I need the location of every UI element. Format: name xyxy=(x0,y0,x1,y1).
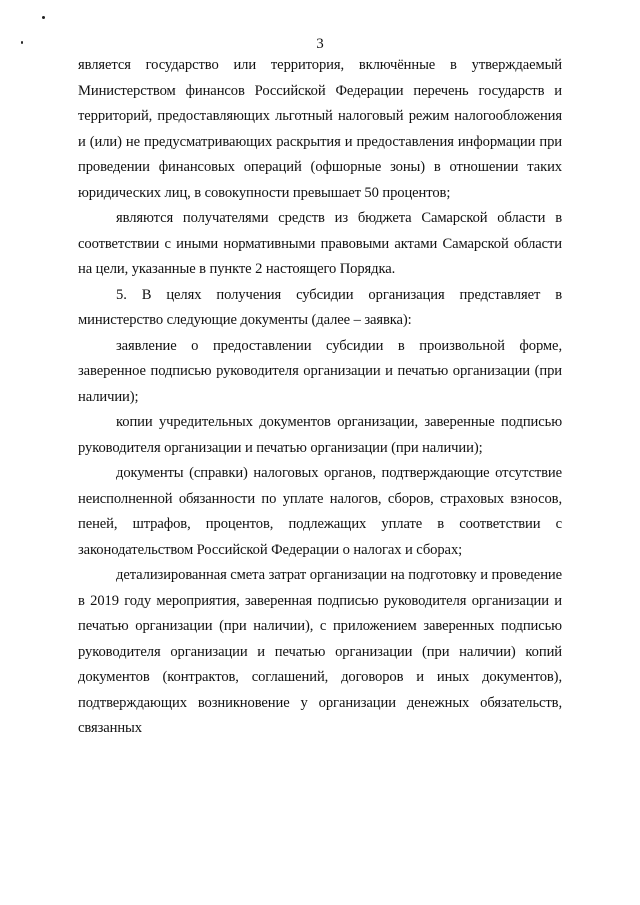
paragraph: являются получателями средств из бюджета Самарской области в соответствии с иными нормативными правовыми актами Самарской области на цели, указанные в пункте 2 настоящего Порядка. xyxy=(78,210,562,277)
paragraph: документы (справки) налоговых органов, подтверждающие отсутствие неисполненной обязанности по уплате налогов, сборов, страховых взносов, пеней, штрафов, процентов, подлежащих уплате в соответствии с законодательством Российской Федерации о налогах и сборах; xyxy=(78,465,562,558)
scan-speck xyxy=(42,16,45,19)
paragraph: является государство или территория, включённые в утверждаемый Министерством финансов Российской Федерации перечень государств и территорий, предоставляющих льготный налоговый режим налогообложения и (или) не предусматривающих раскрытия и предоставления информации при проведении финансовых операций (офшорные зоны) в отношении таких юридических лиц, в совокупности превышает 50 процентов; xyxy=(78,57,562,201)
document-body xyxy=(78,53,562,742)
paragraph: 5. В целях получения субсидии организация представляет в министерство следующие документы (далее – заявка): xyxy=(78,286,562,328)
paragraph: заявление о предоставлении субсидии в произвольной форме, заверенное подписью руководителя организации и печатью организации (при наличии); xyxy=(78,337,562,405)
paragraph: копии учредительных документов организации, заверенные подписью руководителя организации и печатью организации (при наличии); xyxy=(78,414,562,456)
page-number: 3 xyxy=(316,36,324,52)
paragraph: детализированная смета затрат организации на подготовку и проведение в 2019 году мероприятия, заверенная подписью руководителя организации и печатью организации (при наличии), с приложением заверенных подписью руководителя организации и печатью организации (при наличии) копий документов (контрактов, соглашений, договоров и иных документов), подтверждающих возникновение у организации денежных обязательств, связанных xyxy=(78,567,562,736)
